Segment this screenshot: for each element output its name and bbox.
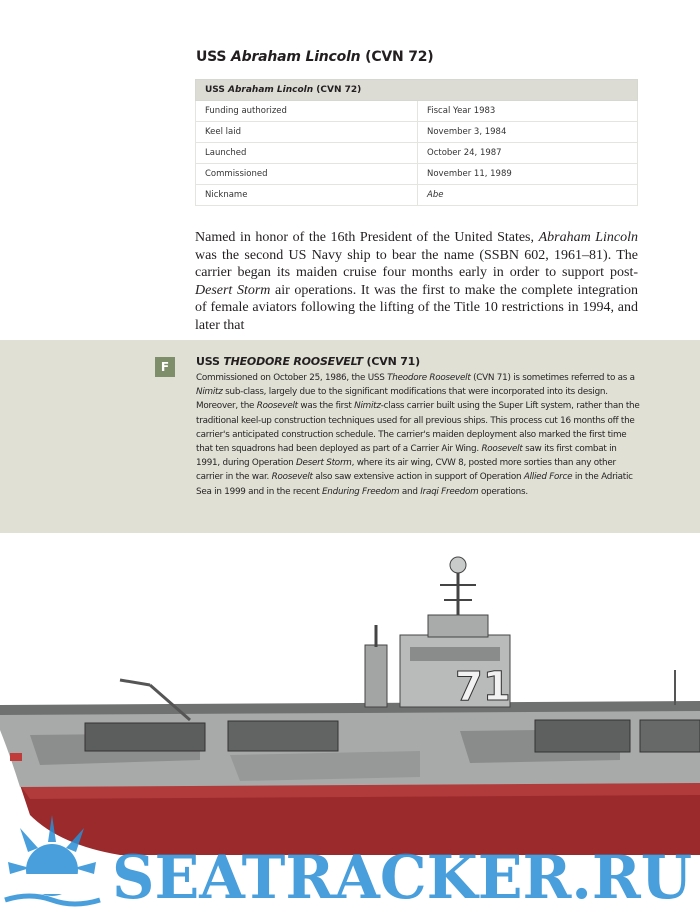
spec-table-header: USS Abraham Lincoln (CVN 72): [196, 80, 638, 101]
plate-description: Commissioned on October 25, 1986, the USS Theodore Roosevelt (CVN 71) is sometimes referred to as a Nimitz sub-class, largely due to the significant modifications that were incorporated into its design. Moreover, the Roosevelt was the first Nimitz-class carrier built using the Super Lift system, rather than the traditional keel-up construction techniques used for all previous ships. This process cut 16 months off the carrier's anticipated construction schedule. The carrier's maiden deployment also marked the first time that ten squadrons had been deployed as part of a Carrier Air Wing. Roosevelt saw its first combat in 1991, during Operation Desert Storm, where its air wing, CVW 8, posted more sorties than any other carrier in the war. Roosevelt also saw extensive action in support of Operation Allied Force in the Adriatic Sea in 1999 and in the recent Enduring Freedom and Iraqi Freedom operations.: [196, 373, 640, 497]
spec-label: Funding authorized: [196, 101, 418, 122]
table-row: [196, 101, 638, 122]
spec-value: November 3, 1984: [418, 122, 638, 143]
watermark-logo: [0, 810, 700, 919]
table-row: [196, 143, 638, 164]
spec-label: Nickname: [196, 185, 418, 206]
table-row: [196, 122, 638, 143]
body-paragraph: Named in honor of the 16th President of the United States, Abraham Lincoln was the second US Navy ship to bear the name (SSBN 602, 1961–81). The carrier began its maiden cruise four months early in order to support post-Desert Storm air operations. It was the first to make the complete integration of female aviators following the lifting of the Title 10 restrictions in 1994, and later that: [195, 230, 638, 333]
watermark-text: SEATRACKER.RU: [112, 843, 692, 913]
spec-table: [195, 79, 638, 206]
spec-value: October 24, 1987: [418, 143, 638, 164]
table-row: [196, 185, 638, 206]
plate-letter-badge: F: [155, 357, 175, 377]
spec-label: Keel laid: [196, 122, 418, 143]
table-row: [196, 164, 638, 185]
plate-title: USS THEODORE ROOSEVELT (CVN 71): [196, 355, 420, 368]
spec-value: November 11, 1989: [418, 164, 638, 185]
hull-number: 71: [455, 664, 511, 710]
section-title: USS Abraham Lincoln (CVN 72): [196, 49, 434, 65]
spec-label: Launched: [196, 143, 418, 164]
spec-value: Fiscal Year 1983: [418, 101, 638, 122]
spec-value: Abe: [418, 185, 638, 206]
spec-label: Commissioned: [196, 164, 418, 185]
